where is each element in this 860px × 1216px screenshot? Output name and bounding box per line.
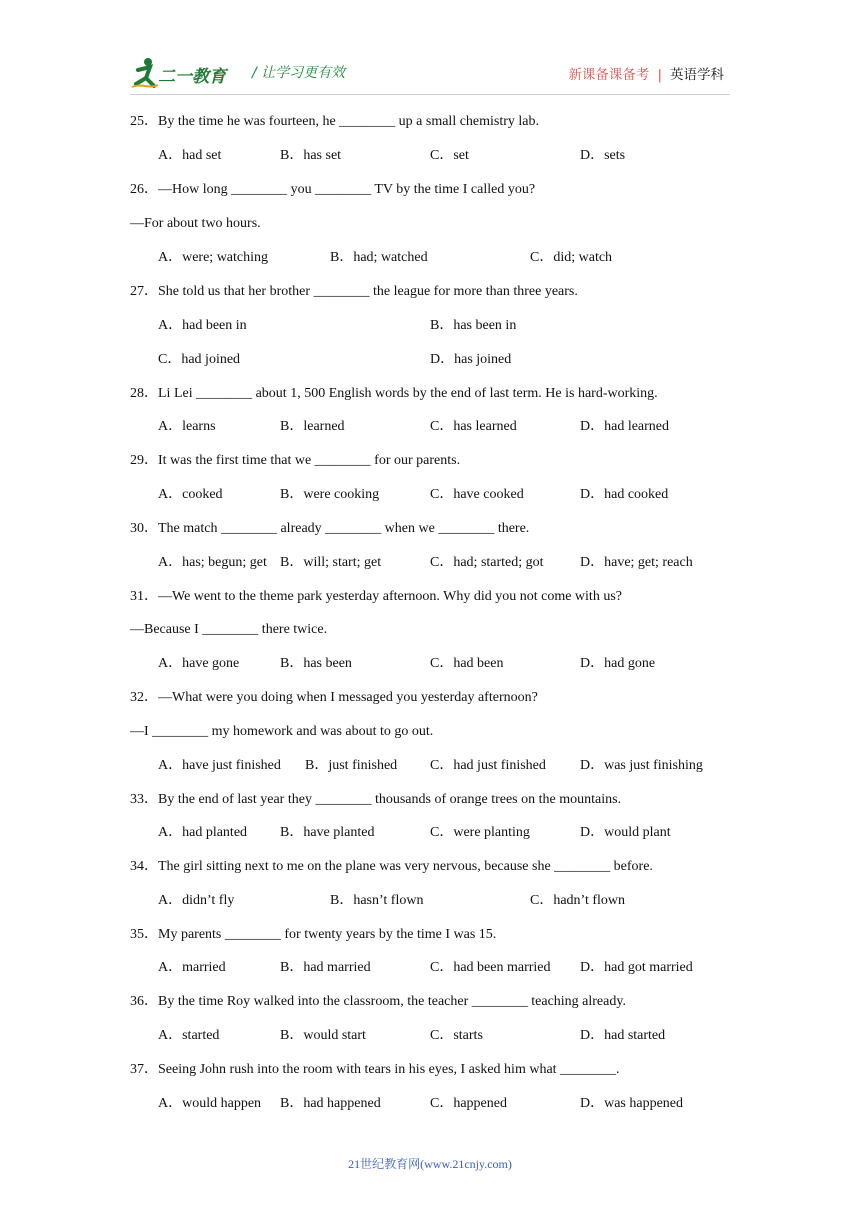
question-text: 29．It was the first time that we ________ for our parents. (130, 453, 461, 468)
answer-option: C．starts (430, 1028, 483, 1043)
question-text: 28．Li Lei ________ about 1, 500 English words by the end of last term. He is hard-working. (130, 386, 658, 401)
answer-option: C．had joined (158, 352, 241, 367)
course-label: 新课备课备考 (568, 67, 650, 83)
question-text: —I ________ my homework and was about to go out. (130, 724, 434, 739)
answer-option: A．have just finished (158, 758, 281, 773)
answer-option: D．was happened (580, 1096, 684, 1111)
answer-option: D．was just finishing (580, 758, 703, 773)
logo (130, 56, 242, 90)
answer-option: D．had learned (580, 419, 670, 434)
answer-option: C．did; watch (530, 250, 613, 265)
question-text: —For about two hours. (130, 216, 261, 231)
answer-option: C．happened (430, 1096, 507, 1111)
answer-option: A．married (158, 960, 226, 975)
header-divider (130, 94, 730, 95)
question-text: 31．—We went to the theme park yesterday afternoon. Why did you not come with us? (130, 589, 622, 604)
answer-option: B．has set (280, 148, 342, 163)
answer-option: D．sets (580, 148, 626, 163)
answer-option: A．started (158, 1028, 220, 1043)
question-text: 36．By the time Roy walked into the classroom, the teacher ________ teaching already. (130, 994, 626, 1009)
question-text: —Because I ________ there twice. (130, 622, 328, 637)
answer-option: C．were planting (430, 825, 530, 840)
question-text: 25．By the time he was fourteen, he ________ up a small chemistry lab. (130, 114, 540, 129)
answer-option: D．had cooked (580, 487, 669, 502)
answer-option: C．had been (430, 656, 504, 671)
question-text: 32．—What were you doing when I messaged you yesterday afternoon? (130, 690, 538, 705)
answer-option: C．hadn’t flown (530, 893, 626, 908)
answer-option: B．have planted (280, 825, 375, 840)
footer: 21世纪教育网(www.21cnjy.com) (348, 1157, 512, 1171)
question-text: 27．She told us that her brother ________ the league for more than three years. (130, 284, 578, 299)
answer-option: D．had got married (580, 960, 693, 975)
answer-option: D．have; get; reach (580, 555, 693, 570)
answer-option: A．didn’t fly (158, 893, 235, 908)
answer-option: D．had started (580, 1028, 666, 1043)
answer-option: B．hasn’t flown (330, 893, 424, 908)
answer-option: C．had; started; got (430, 555, 544, 570)
answer-option: A．were; watching (158, 250, 269, 265)
question-text: 35．My parents ________ for twenty years by the time I was 15. (130, 927, 497, 942)
answer-option: D．has joined (430, 352, 512, 367)
header-separator: | (657, 67, 662, 83)
answer-option: A．cooked (158, 487, 223, 502)
answer-option: A．have gone (158, 656, 240, 671)
subject-name: 英语学科 (670, 67, 724, 83)
question-text: 33．By the end of last year they ________ thousands of orange trees on the mountains. (130, 792, 622, 807)
answer-option: B．learned (280, 419, 345, 434)
subject-label (568, 63, 724, 83)
answer-option: B．had; watched (330, 250, 428, 265)
answer-option: B．has been in (430, 318, 517, 333)
answer-option: C．had been married (430, 960, 551, 975)
question-text: 26．—How long ________ you ________ TV by the time I called you? (130, 182, 536, 197)
answer-option: A．had planted (158, 825, 248, 840)
answer-option: B．just finished (305, 758, 398, 773)
answer-option: C．set (430, 148, 469, 163)
answer-option: C．has learned (430, 419, 517, 434)
answer-option: A．had been in (158, 318, 247, 333)
page-header (130, 56, 730, 92)
question-text: 37．Seeing John rush into the room with tears in his eyes, I asked him what ________. (130, 1062, 620, 1077)
answer-option: D．had gone (580, 656, 656, 671)
answer-option: A．learns (158, 419, 216, 434)
answer-option: C．had just finished (430, 758, 546, 773)
answer-option: B．had happened (280, 1096, 381, 1111)
answer-option: A．has; begun; get (158, 555, 267, 570)
question-text: 34．The girl sitting next to me on the plane was very nervous, because she ________ before. (130, 859, 653, 874)
answer-option: A．had set (158, 148, 222, 163)
answer-option: B．will; start; get (280, 555, 382, 570)
answer-option: C．have cooked (430, 487, 524, 502)
answer-option: B．were cooking (280, 487, 380, 502)
slogan: / 让学习更有效 (252, 65, 346, 81)
answer-option: B．would start (280, 1028, 366, 1043)
answer-option: A．would happen (158, 1096, 262, 1111)
answer-option: D．would plant (580, 825, 671, 840)
answer-option: B．has been (280, 656, 352, 671)
runner-icon (130, 56, 160, 90)
logo-text: 二一教育 (158, 67, 226, 87)
question-text: 30．The match ________ already ________ when we ________ there. (130, 521, 530, 536)
answer-option: B．had married (280, 960, 371, 975)
